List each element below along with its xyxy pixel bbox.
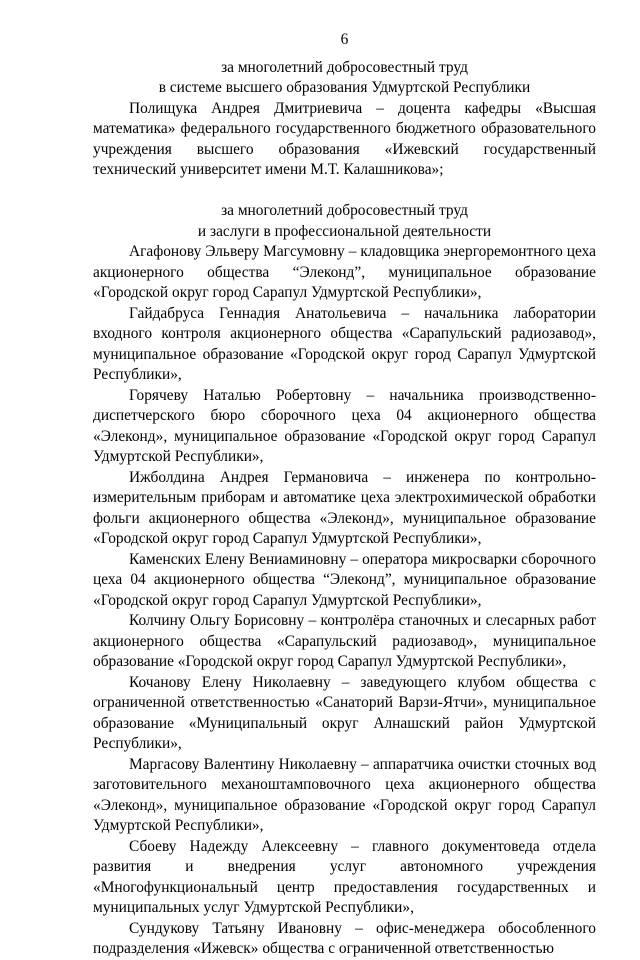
award-entry: Горячеву Наталью Робертовну – начальника производственно-диспетчерского бюро сборочного цеха 04 акционерного общества «Элеконд», муниципальное образование «Городской округ город Сарапул Удмуртской Республики», bbox=[93, 386, 596, 465]
page-number: 6 bbox=[340, 31, 349, 48]
award-entry: Полищука Андрея Дмитриевича – доцента кафедры «Высшая математика» федерального государственного бюджетного образовательного учреждения высшего образования «Ижевский государственный технический университет имени М.Т. Калашникова»; bbox=[93, 99, 596, 178]
section-spacer bbox=[93, 181, 596, 202]
section-heading-line: за многолетний добросовестный труд bbox=[221, 202, 468, 219]
document-page bbox=[93, 30, 596, 960]
award-entry: Сбоеву Надежду Алексеевну – главного документоведа отдела развития и внедрения услуг автономного учреждения «Многофункциональный центр предоставления государственных и муниципальных услуг Удмуртской Республики», bbox=[93, 837, 596, 916]
award-entry: Сундукову Татьяну Ивановну – офис-менеджера обособленного подразделения «Ижевск» общества с ограниченной ответственностью bbox=[93, 919, 596, 957]
award-entry: Каменских Елену Вениаминовну – оператора микросварки сборочного цеха 04 акционерного общества “Элеконд”, муниципальное образование «Городской округ город Сарапул Удмуртской Республики», bbox=[93, 550, 596, 609]
section-heading-line: и заслуги в профессиональной деятельности bbox=[197, 222, 492, 240]
award-entry: Ижболдина Андрея Германовича – инженера по контрольно-измерительным приборам и автоматике цеха электрохимической обработки фольги акционерного общества «Элеконд», муниципальное образование «Городской округ город Сарапул Удмуртской Республики», bbox=[93, 468, 596, 547]
award-entry: Гайдабруса Геннадия Анатольевича – начальника лаборатории входного контроля акционерного общества «Сарапульский радиозавод», муниципальное образование «Городской округ город Сарапул Удмуртской Республики», bbox=[93, 304, 596, 383]
award-section-higher-education bbox=[93, 58, 596, 181]
section-heading-line: за многолетний добросовестный труд bbox=[221, 58, 468, 76]
award-entry: Кочанову Елену Николаевну – заведующего клубом общества с ограниченной ответственностью «Санаторий Варзи-Ятчи», муниципальное образование «Муниципальный округ Алнашский район Удмуртской Республики», bbox=[93, 673, 596, 752]
award-section-professional-merit bbox=[93, 201, 596, 960]
section-heading-line: в системе высшего образования Удмуртской Республики bbox=[158, 79, 531, 96]
award-entry: Колчину Ольгу Борисовну – контролёра станочных и слесарных работ акционерного общества «Сарапульский радиозавод», муниципальное образование «Городской округ город Сарапул Удмуртской Республики», bbox=[93, 612, 596, 670]
award-entry: Агафонову Эльверу Магсумовну – кладовщика энергоремонтного цеха акционерного общества “Элеконд”, муниципальное образование «Городской округ город Сарапул Удмуртской Республики», bbox=[93, 243, 596, 301]
award-entry: Маргасову Валентину Николаевну – аппаратчика очистки сточных вод заготовительного механоштамповочного цеха акционерного общества «Элеконд», муниципальное образование «Городской округ город Сарапул Удмуртской Республики», bbox=[93, 755, 596, 834]
